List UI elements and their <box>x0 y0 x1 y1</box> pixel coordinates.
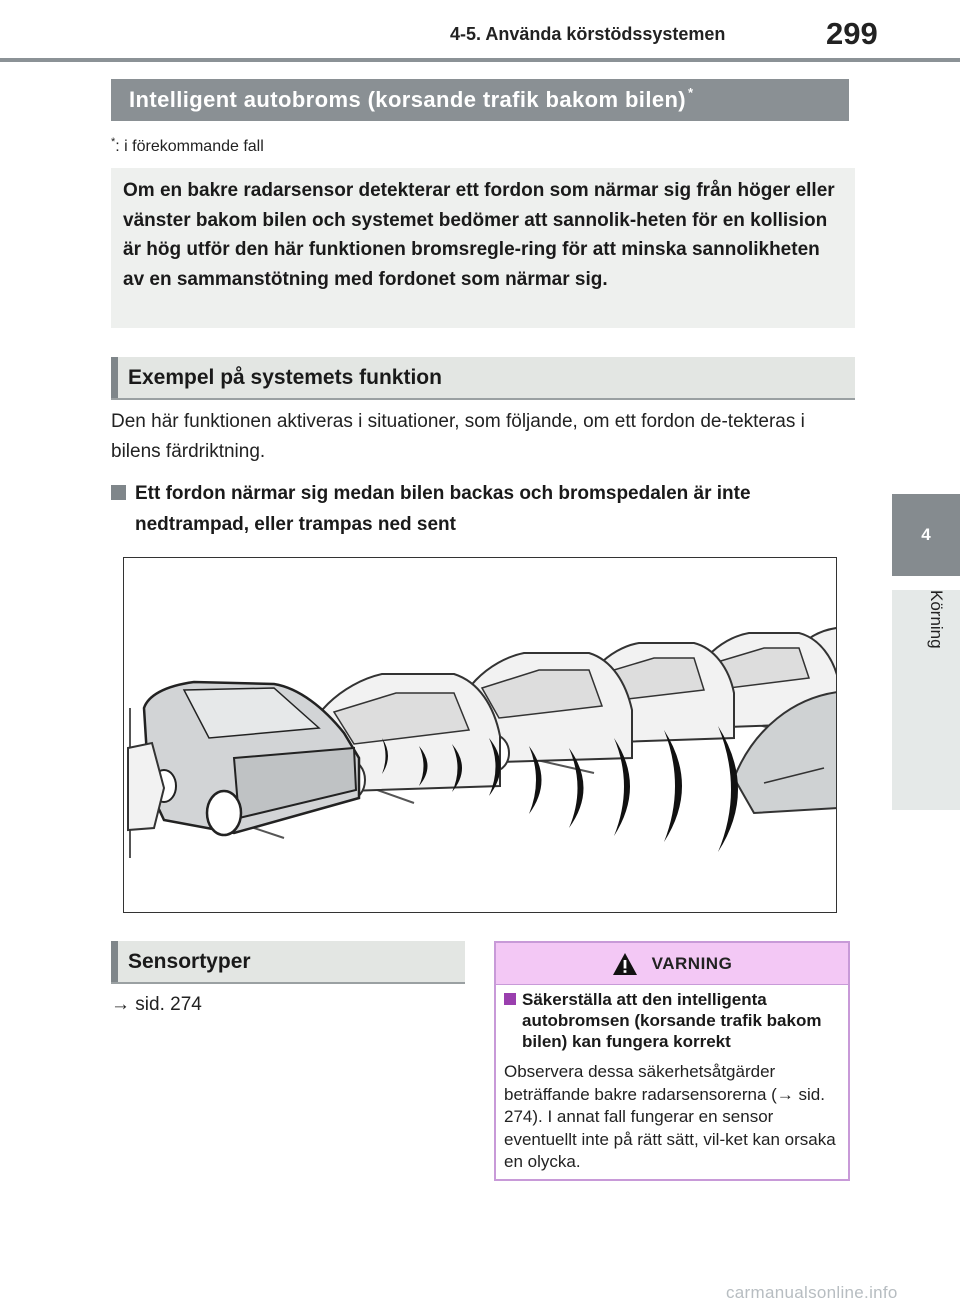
intro-box: Om en bakre radarsensor detekterar ett fordon som närmar sig från höger eller vänster bakom bilen och systemet bedömer att sannolik-heten för en kollision är hög utför den här funktionen bromsregle-ring för att minska sannolikheten av en sammanstötning med fordonet som närmar sig. <box>111 168 855 328</box>
section-heading-sensor <box>111 941 465 983</box>
warning-subheading-text: Säkerställa att den intelligenta autobromsen (korsande trafik bakom bilen) kan fungera korrekt <box>522 990 822 1051</box>
example-bullet-text: Ett fordon närmar sig medan bilen backas och bromspedalen är inte nedtrampad, eller trampas ned sent <box>135 483 751 535</box>
page-reference-text: sid. 274 <box>130 994 202 1015</box>
footnote-text: : i förekommande fall <box>115 138 264 155</box>
footnote-marker: * <box>111 136 116 148</box>
header-divider <box>0 58 960 62</box>
section-heading-example-text: Exempel på systemets funktion <box>128 366 442 389</box>
warning-triangle-icon <box>612 952 638 976</box>
watermark: carmanualsonline.info <box>726 1283 898 1302</box>
section-heading-rule <box>111 398 855 400</box>
example-body-text: Den här funktionen aktiveras i situationer, som följande, om ett fordon de-tekteras i bilens färdriktning. <box>111 411 805 462</box>
title-marker: * <box>688 84 694 100</box>
warning-box <box>494 941 850 1181</box>
warning-title: VARNING <box>651 953 733 973</box>
feature-title-bar <box>111 79 849 121</box>
chapter-label: Körning <box>927 590 946 649</box>
page-reference-link[interactable] <box>111 994 202 1016</box>
section-title: 4-5. Använda körstödssystemen <box>450 24 726 44</box>
arrow-right-icon: → <box>111 994 130 1015</box>
section-heading-example <box>111 357 855 399</box>
example-bullet <box>111 478 851 540</box>
warning-subheading <box>504 989 840 1052</box>
parking-lot-illustration <box>124 558 837 913</box>
chapter-tab[interactable]: 4 <box>892 494 960 576</box>
section-heading-sensor-text: Sensortyper <box>128 950 251 973</box>
bullet-square-icon <box>111 485 126 500</box>
feature-title: Intelligent autobroms (korsande trafik bakom bilen) <box>129 87 687 112</box>
parked-car-row <box>304 627 837 813</box>
illustration-figure <box>123 557 837 913</box>
page-number: 299 <box>826 16 878 51</box>
warning-text: Observera dessa säkerhetsåtgärder beträffande bakre radarsensorerna (→ sid. 274). I annat fall fungerar en sensor eventuellt inte på rätt sätt, vil-ket kan orsaka en olycka. <box>504 1062 836 1171</box>
bullet-square-icon <box>504 993 516 1005</box>
footnote <box>111 138 264 156</box>
section-heading-rule <box>111 982 465 984</box>
warning-header <box>496 943 848 985</box>
